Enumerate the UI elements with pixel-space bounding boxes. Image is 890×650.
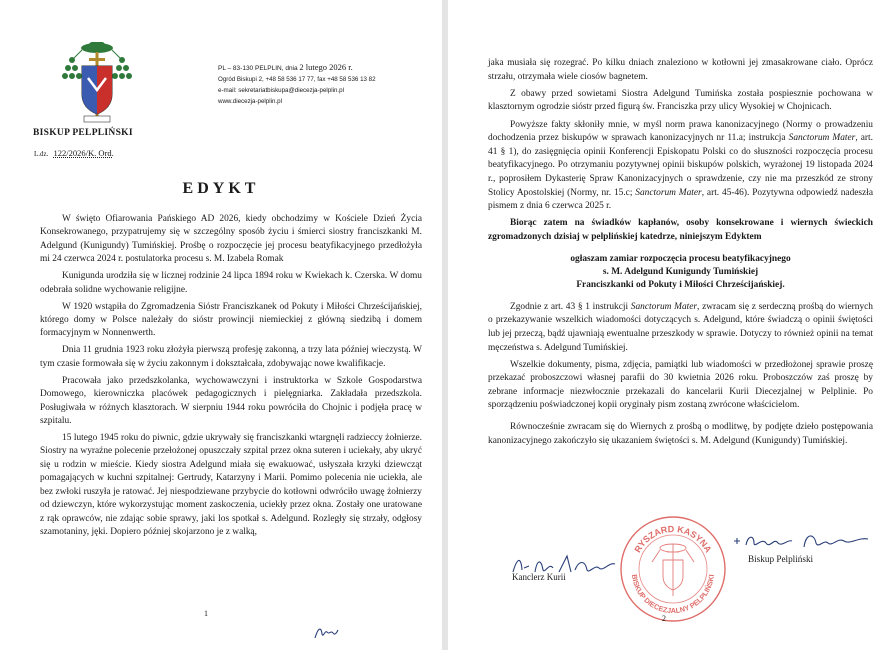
letter-page-2 <box>448 0 890 650</box>
italic-title: Sanctorum Mater <box>630 301 698 312</box>
letter-date: 2 lutego 2026 r. <box>299 62 353 72</box>
city-line: PL – 83-130 PELPLIN, dnia <box>218 65 298 72</box>
bishop-signature-icon <box>732 527 872 557</box>
text-run: , zwracam się z serdeczną prośbą do wiernych o przekazywanie wszelkich wiadomości dotyczących s. Adelgund, które świadczą o opinii świętości lub jej przeczą, bądź ujawniają ewentualne przeszkody w sprawie. Dotyczy to również opinii na temat męczeństwa s. Adelgund Tumińskiej. <box>488 301 873 353</box>
page-number: 1 <box>204 609 208 618</box>
paragraph: jaka musiała się rozegrać. Po kilku dniach znaleziono w kotłowni jej zmasakrowane ciało. Oprócz strzału, otrzymała wiele ciosów bagnetem. <box>488 58 873 82</box>
document-heading: EDYKT <box>182 180 260 197</box>
reference-value: 122/2026/K. Ord. <box>53 148 114 158</box>
paragraph: Dnia 11 grudnia 1923 roku złożyła pierwszą profesję zakonną, a trzy lata później wieczystą. W tym czasie formowała się w życiu zakonnym i dokształcała, zdobywając nowe kwalifikacje. <box>40 345 422 369</box>
website-address: www.diecezja-pelplin.pl <box>218 98 282 105</box>
svg-text:RYSZARD KASYNA <box>632 524 713 555</box>
handwritten-initials-icon <box>313 624 339 640</box>
svg-text:BISKUP DIECEZJALNY PELPLIŃSKI <box>630 574 716 615</box>
letter-page-1 <box>0 0 442 650</box>
bishop-coat-of-arms-icon <box>60 38 134 126</box>
official-seal-stamp-icon <box>618 514 728 624</box>
paragraph <box>488 119 873 214</box>
reference-number <box>34 148 114 158</box>
announcement-line: ogłaszam zamiar rozpoczęcia procesu beatyfikacyjnego <box>570 253 791 264</box>
chancellor-signature-icon <box>509 550 619 580</box>
text-run: , art. 45-46). Pozytywna odpowiedź nadeszła pismem z dnia 6 czerwca 2025 r. <box>488 187 873 212</box>
page2-body <box>488 57 873 452</box>
announcement-line: s. M. Adelgund Kunigundy Tumińskiej <box>602 266 759 277</box>
email-address: e-mail: sekretariatbiskupa@diecezja-pelplin.pl <box>218 87 344 94</box>
bishop-label: Biskup Pelpliński <box>748 554 814 564</box>
text-run: , art. 41 § 1), do zasięgnięcia opinii Konferencji Episkopatu Polski co do słuszności rozpoczęcia procesu beatyfikacyjnego. Po otrzymaniu pozytywnej opinii biskupów polskich, wyrażonej 19 listopada 2024 r., poprosiłem Dykasterię Spraw Kanonizacyjnych o sprawdzenie, czy nie ma przeszkód ze strony Stolicy Apostolskiej (Normy, nr. 15.c; <box>488 133 873 198</box>
reference-prefix: L.dz. <box>34 150 49 158</box>
text-run: Powyższe fakty skłoniły mnie, w myśl norm prawa kanonizacyjnego (Normy o prowadzeniu dochodzenia przez biskupów w sprawach kanonizacyjnych nr 11.a; instrukcja <box>488 119 873 144</box>
italic-title: Sanctorum Mater <box>788 133 856 144</box>
witness-statement: Biorąc zatem na świadków kapłanów, osoby konsekrowane i wiernych świeckich zgromadzonych dzisiaj w pelplińskiej katedrze, niniejszym Edyktem <box>488 218 873 242</box>
paragraph: W święto Ofiarowania Pańskiego AD 2026, kiedy obchodzimy w Kościele Dzień Życia Konsekrowanego, przypatrujemy się w szczególny sposób życiu i śmierci siostry franciszkanki M. Adelgund (Kunigundy) Tumińskiej. Prośbę o rozpoczęcie jej procesu beatyfikacyjnego przedłożyła mi 24 czerwca 2024 r. postulatorka procesu s. M. Izabela Romak <box>40 214 422 265</box>
paragraph <box>488 301 873 355</box>
paragraph: Kunigunda urodziła się w licznej rodzinie 24 lipca 1894 roku w Kwiekach k. Czerska. W domu odebrała solidne wychowanie religijne. <box>40 271 422 295</box>
letterhead-contact <box>218 62 433 107</box>
issuer-title: BISKUP PELPLIŃSKI <box>33 128 133 138</box>
paragraph: Pracowała jako przedszkolanka, wychowawczyni i instruktorka w Szkole Gospodarstwa Domowego, kierowniczka placówek pedagogicznych i pielęgniarka. Zakładała przedszkola. Posługiwała w różnych klasztorach. W sierpniu 1944 roku powróciła do Chojnic i podjęła pracę w szpitalu. <box>40 375 422 427</box>
announcement-line: Franciszkanki od Pokuty i Miłości Chrześcijańskiej. <box>576 280 785 291</box>
page-number: 2 <box>662 614 666 623</box>
page1-body <box>40 213 422 543</box>
seal-text-top: RYSZARD KASYNA <box>632 523 714 555</box>
paragraph: Z obawy przed sowietami Siostra Adelgund Tumińska została pospiesznie pochowana w klasztornym ogrodzie sióstr przed figurą św. Franciszka przy ulicy Wysokiej w Chojnicach. <box>488 88 873 113</box>
paragraph: W 1920 wstąpiła do Zgromadzenia Sióstr Franciszkanek od Pokuty i Miłości Chrześcijańskiej, którego domy w Polsce należały do sióstr prowincji niemieckiej z główną siedzibą i domem formacyjnym w Nonnenwerth. <box>40 301 422 339</box>
paragraph: 15 lutego 1945 roku do piwnic, gdzie ukrywały się franciszkanki wtargnęli radzieccy żołnierze. Siostry na wyraźne polecenie przełożonej opuszczały szpital przez okna suteren i uciekały, aby ukryć się u rodzin w mieście. Kiedy siostra Adelgund miała się ewakuować, usłyszała krzyki dziewcząt pomagających w kuchni szpitalnej: Gertrudy, Katarzyny i Marii. Pomimo polecenia nie uciekła, ale bez zwłoki ruszyła je ratować. Jej niespodziewane przybycie do kotłowni odwróciło uwagę żołnierzy od dziewczyn, które wykorzystując moment zaskoczenia, uciekły przez okna. Zostały one uratowane z rąk oprawców, nie zdając sobie sprawy, jaki los spotkał s. Adelgund. Rozległy się strzały, odgłosy szamotaniny, jęki. Dopiero później skojarzono je z walką, <box>40 433 422 537</box>
paragraph: Wszelkie dokumenty, pisma, zdjęcia, pamiątki lub wiadomości w przedłożonej sprawie proszę przekazać proboszczowi własnej parafii do 30 kwietnia 2026 roku. Proboszczów zaś proszę by zebrane informacje niezwłocznie przekazali do kancelarii Kurii Diecezjalnej w Pelplinie. Po sporządzeniu poświadczonej kopii oryginały pism zostaną zwrócone właścicielom. <box>488 359 873 411</box>
text-run: Zgodnie z art. 43 § 1 instrukcji <box>510 301 631 312</box>
chancellor-label: Kanclerz Kurii <box>512 572 566 582</box>
seal-text-bottom: BISKUP DIECEZJALNY PELPLIŃSKI <box>630 573 716 616</box>
announcement <box>488 253 873 293</box>
paragraph: Równocześnie zwracam się do Wiernych z prośbą o modlitwę, by podjęte dzieło postępowania kanonizacyjnego zakończyło się ukazaniem świętości s. M. Adelgund (Kunigundy) Tumińskiej. <box>488 422 873 446</box>
postal-address: Ogród Biskupi 2, +48 58 536 17 77, fax +48 58 536 13 82 <box>218 76 376 83</box>
italic-title: Sanctorum Mater <box>635 187 702 198</box>
